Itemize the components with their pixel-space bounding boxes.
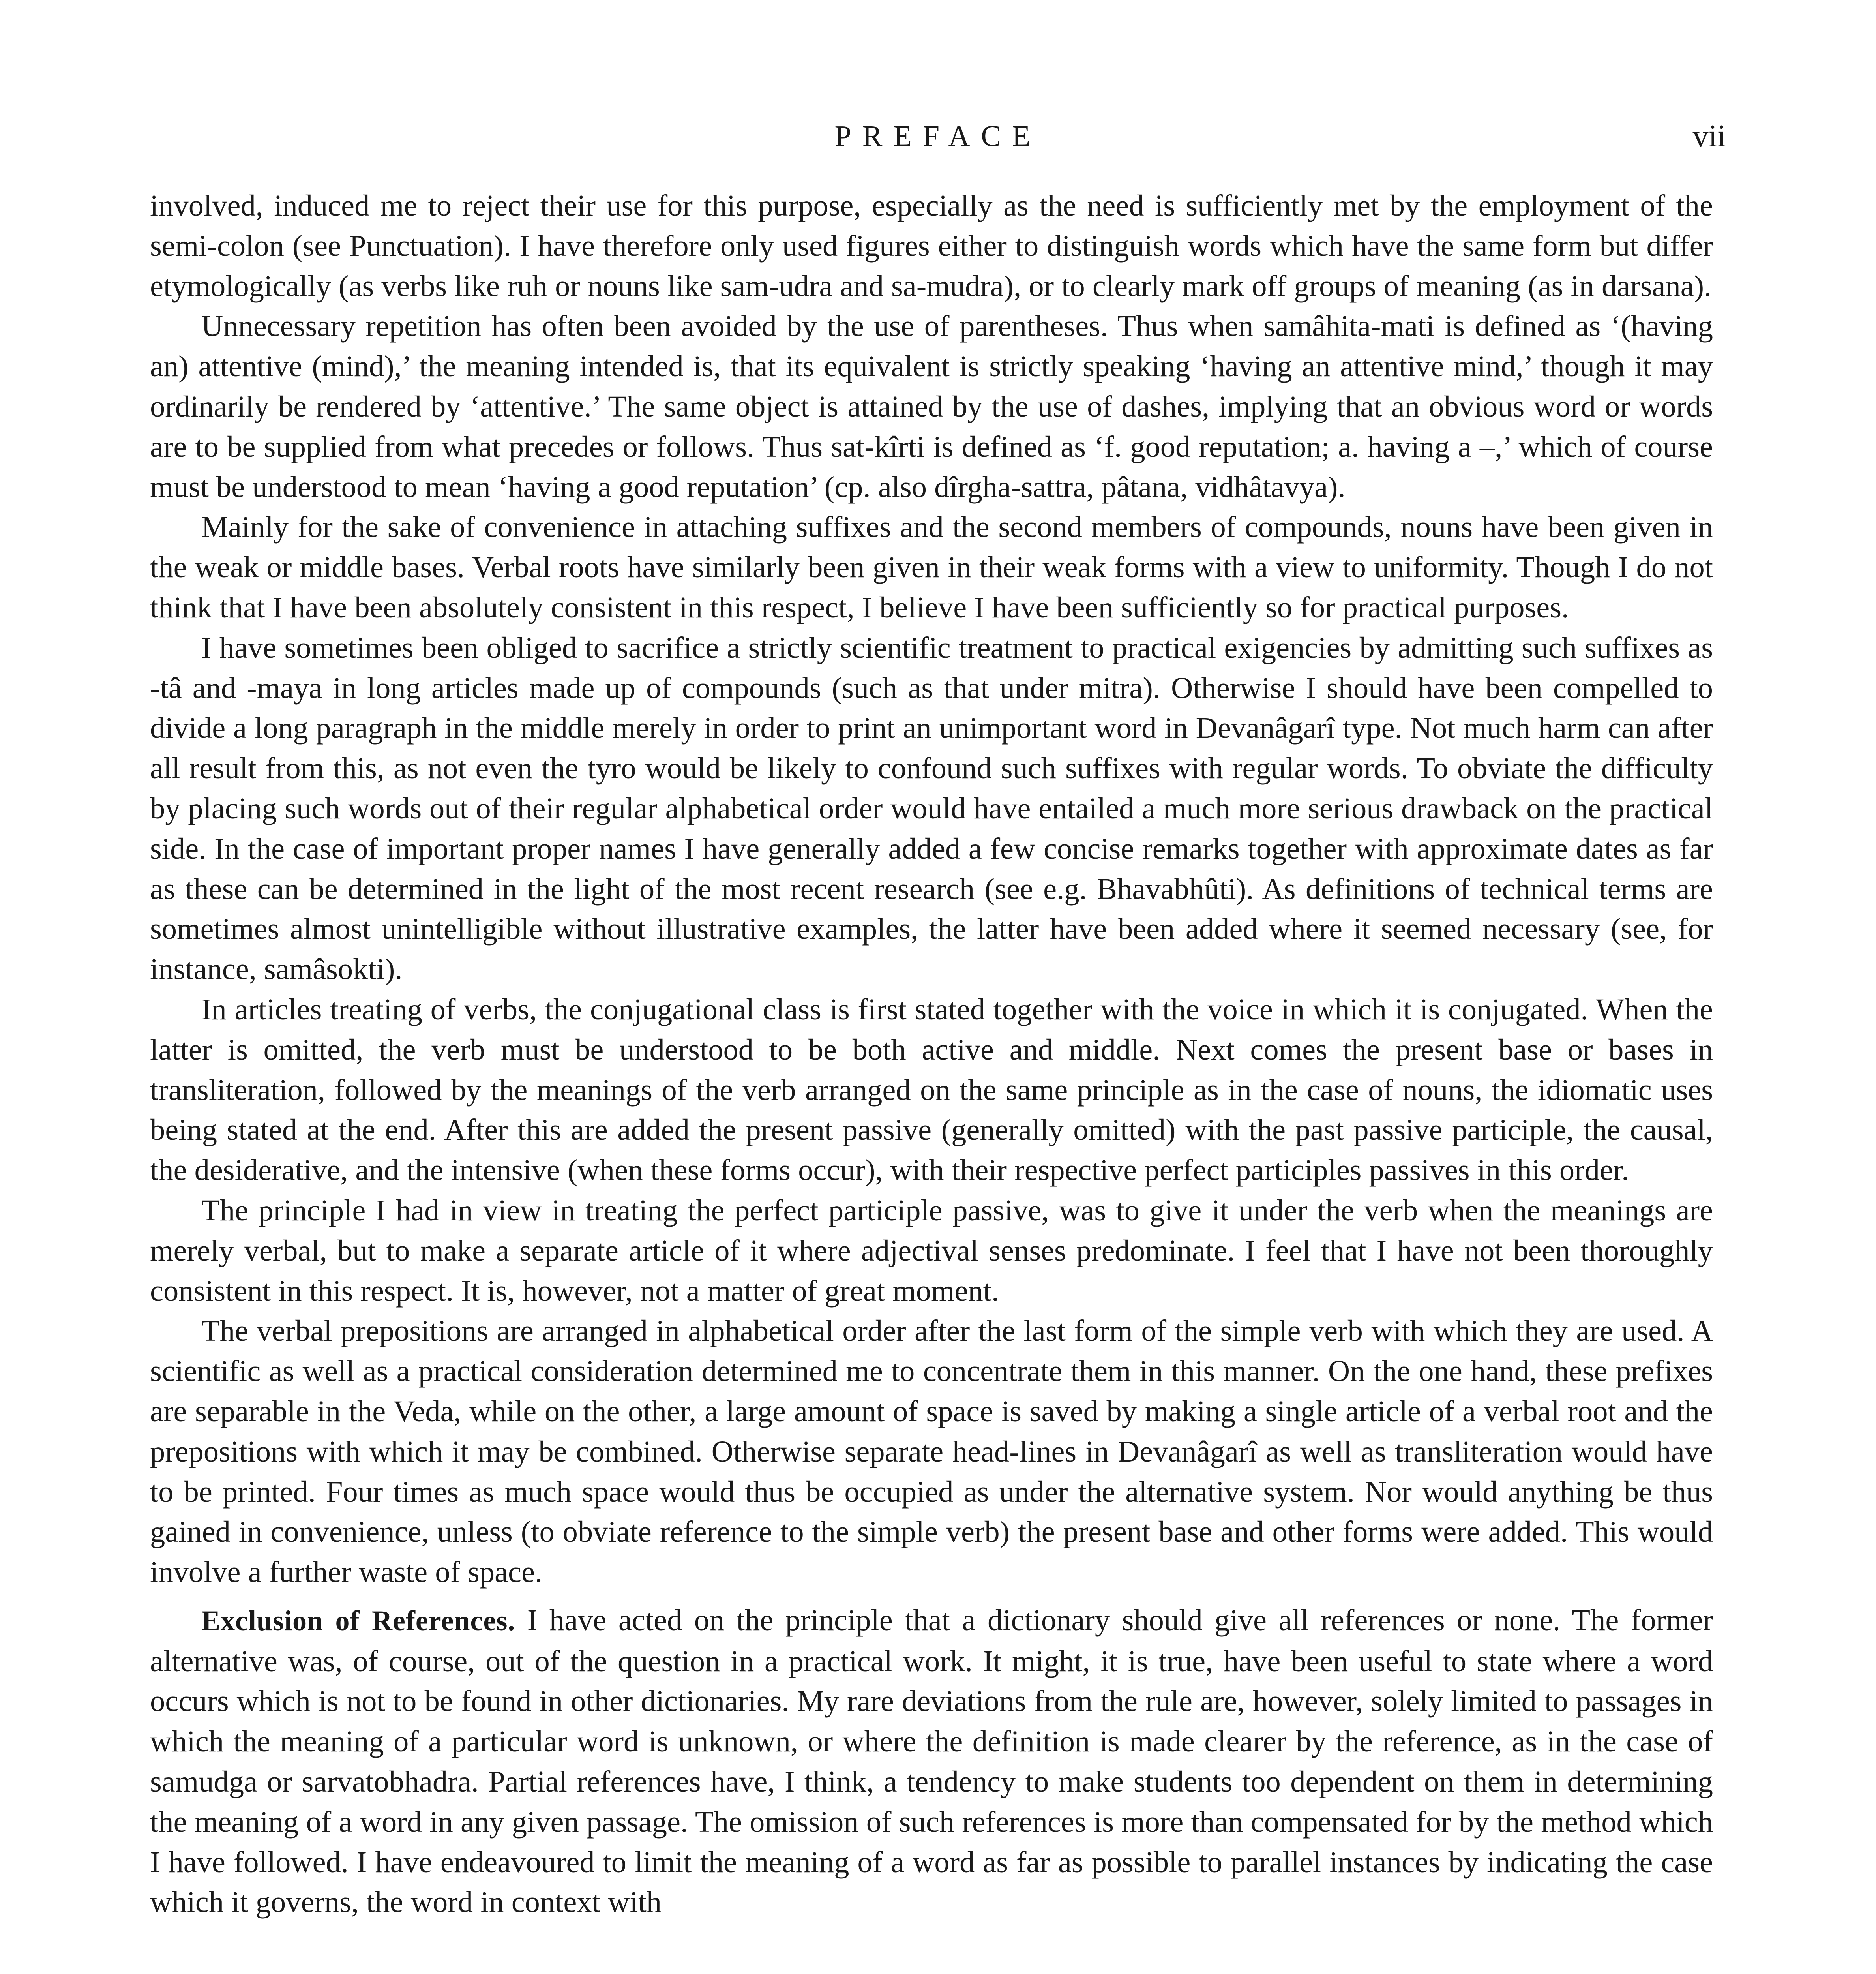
running-title: PREFACE (834, 120, 1042, 153)
paragraph-2: Unnecessary repetition has often been avoided by the use of parentheses. Thus when samâhita-mati is defined as ‘(having an) attentive (mind),’ the meaning intended is, that its equivalent is strictly speaking ‘having an attentive mind,’ though it may ordinarily be rendered by ‘attentive.’ The same object is attained by the use of dashes, implying that an obvious word or words are to be supplied from what precedes or follows. Thus sat-kîrti is defined as ‘f. good reputation; a. having a –,’ which of course must be understood to mean ‘having a good reputation’ (cp. also dîrgha-sattra, pâtana, vidhâtavya). (150, 309, 1713, 504)
paragraph-5: In articles treating of verbs, the conjugational class is first stated together with the voice in which it is conjugated. When the latter is omitted, the verb must be understood to be both active and middle. Next comes the present base or bases in transliteration, followed by the meanings of the verb arranged on the same principle as in the case of nouns, the idiomatic uses being stated at the end. After this are added the present passive (generally omitted) with the past passive participle, the causal, the desiderative, and the intensive (when these forms occur), with their respective perfect participles passives in this order. (150, 992, 1713, 1187)
paragraph-7: The verbal prepositions are arranged in alphabetical order after the last form of the simple verb with which they are used. A scientific as well as a practical consideration determined me to concentrate them in this manner. On the one hand, these prefixes are separable in the Veda, while on the other, a large amount of space is saved by making a single article of a verbal root and the prepositions with which it may be combined. Otherwise separate head-lines in Devanâgarî as well as transliteration would have to be printed. Four times as much space would thus be occupied as under the alternative system. Nor would anything be thus gained in convenience, unless (to obviate reference to the simple verb) the present base and other forms were added. This would involve a further waste of space. (150, 1314, 1713, 1589)
paragraph-3: Mainly for the sake of convenience in attaching suffixes and the second members of compounds, nouns have been given in the weak or middle bases. Verbal roots have similarly been given in their weak forms with a view to uniformity. Though I do not think that I have been absolutely consistent in this respect, I believe I have been sufficiently so for practical purposes. (150, 510, 1713, 624)
body-text (150, 186, 1713, 1922)
paragraph-4: I have sometimes been obliged to sacrifice a strictly scientific treatment to practical exigencies by admitting such suffixes as -tâ and -maya in long articles made up of compounds (such as that under mitra). Otherwise I should have been compelled to divide a long paragraph in the middle merely in order to print an unimportant word in Devanâgarî type. Not much harm can after all result from this, as not even the tyro would be likely to confound such suffixes with regular words. To obviate the difficulty by placing such words out of their regular alphabetical order would have entailed a much more serious drawback on the practical side. In the case of important proper names I have generally added a few concise remarks together with approximate dates as far as these can be determined in the light of the most recent research (see e.g. Bhavabhûti). As definitions of technical terms are sometimes almost unintelligible without illustrative examples, the latter have been added where it seemed necessary (see, for instance, samâsokti). (150, 630, 1713, 986)
paragraph-1: involved, induced me to reject their use for this purpose, especially as the need is sufficiently met by the employment of the semi-colon (see Punctuation). I have therefore only used figures either to distinguish words which have the same form but differ etymologically (as verbs like ruh or nouns like sam-udra and sa-mudra), or to clearly mark off groups of meaning (as in darsana). (150, 189, 1713, 303)
paragraph-6: The principle I had in view in treating the perfect participle passive, was to give it under the verb when the meanings are merely verbal, but to make a separate article of it where adjectival senses predominate. I feel that I have not been thoroughly consistent in this respect. It is, however, not a matter of great moment. (150, 1193, 1713, 1308)
running-head (150, 114, 1726, 158)
paragraph-8-text: I have acted on the principle that a dictionary should give all references or none. The former alternative was, of course, out of the question in a practical work. It might, it is true, have been useful to state where a word occurs which is not to be found in other dictionaries. My rare deviations from the rule are, however, solely limited to passages in which the meaning of a particular word is unknown, or where the definition is made clearer by the reference, as in the case of samudga or sarvatobhadra. Partial references have, I think, a tendency to make students too dependent on them in determining the meaning of a word in any given passage. The omission of such references is more than compensated for by the method which I have followed. I have endeavoured to limit the meaning of a word as far as possible to parallel instances by indicating the case which it governs, the word in context with (150, 1603, 1713, 1919)
paragraph-8 (150, 1600, 1713, 1922)
section-heading: Exclusion of References. (201, 1604, 515, 1636)
page-number: vii (1692, 119, 1726, 154)
